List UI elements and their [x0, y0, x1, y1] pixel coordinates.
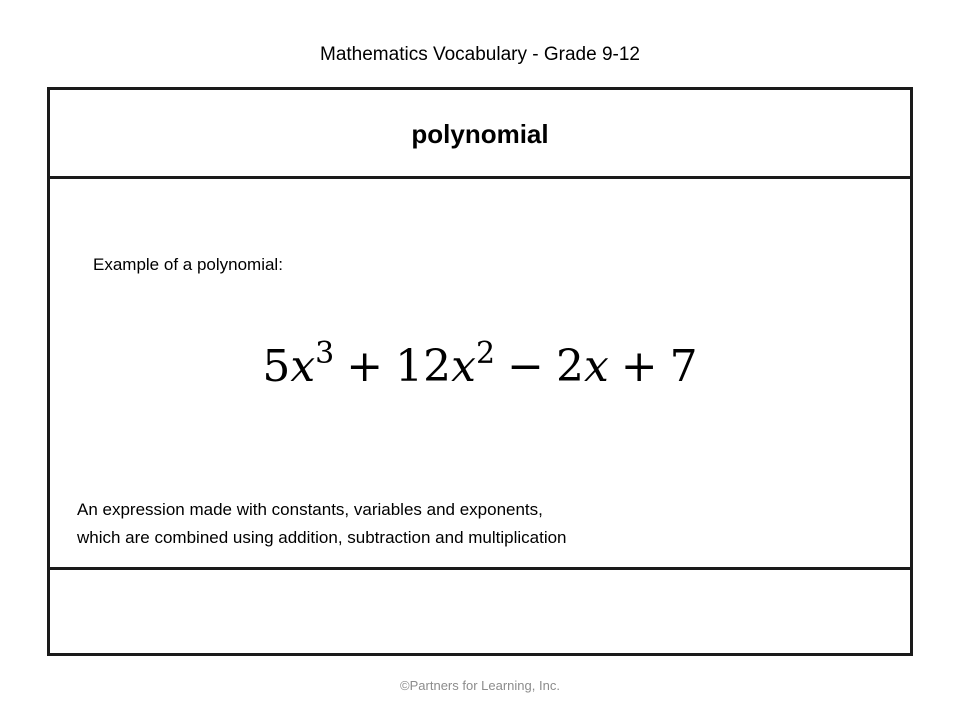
definition-line-2: which are combined using addition, subtraction and multiplication [77, 528, 567, 547]
polynomial-formula [50, 336, 910, 395]
copyright-footer: ©Partners for Learning, Inc. [400, 678, 560, 693]
term2-coefficient: 12 [395, 341, 452, 392]
term1-exponent: 3 [315, 336, 335, 371]
vocabulary-card [47, 87, 913, 656]
term2-exponent: 2 [475, 336, 496, 371]
operator-minus: − [507, 341, 544, 392]
operator-plus-2: + [620, 341, 658, 392]
constant-term: 7 [669, 341, 698, 392]
term1-coefficient: 5 [262, 341, 291, 392]
term1-variable: x [290, 341, 316, 392]
definition-text [77, 496, 567, 552]
example-label: Example of a polynomial: [93, 255, 283, 274]
term2-variable: x [451, 341, 476, 392]
term3-coefficient: 2 [555, 341, 584, 392]
definition-line-1: An expression made with constants, variables and exponents, [77, 500, 543, 519]
term3-variable: x [583, 341, 609, 392]
page-title: Mathematics Vocabulary - Grade 9-12 [320, 44, 640, 65]
term-section [50, 90, 910, 179]
operator-plus-1: + [346, 341, 384, 392]
term-word: polynomial [411, 119, 549, 149]
